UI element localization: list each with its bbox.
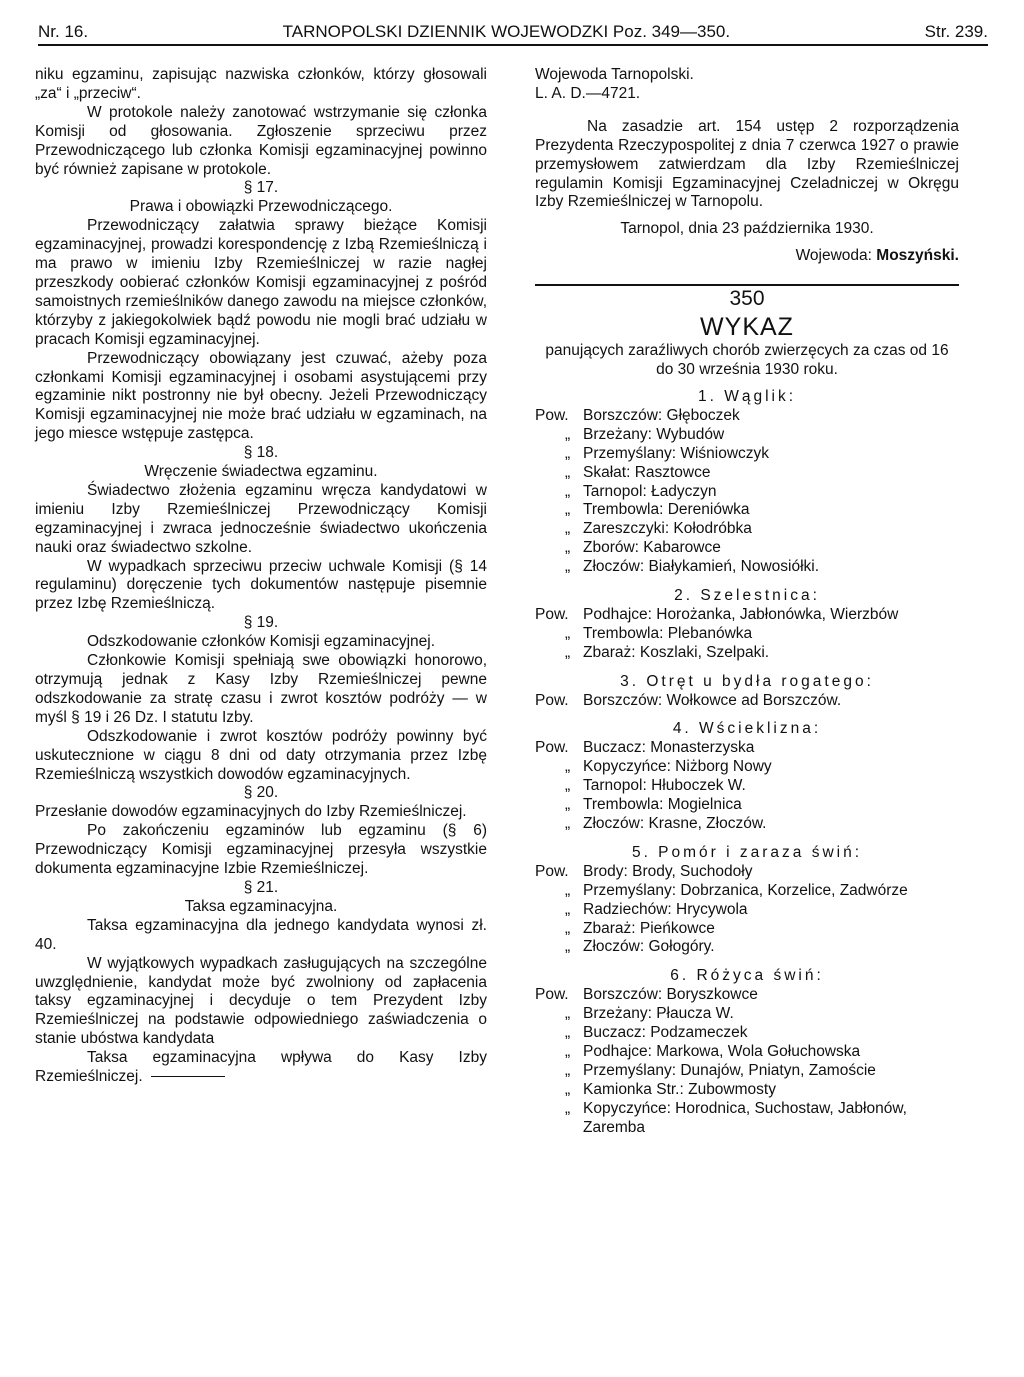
disease-section-title: 5. Pomór i zaraza świń: <box>631 843 863 861</box>
ditto-mark: „ <box>565 1080 571 1098</box>
disease-section-title: 2. Szelestnica: <box>674 587 820 605</box>
paragraph: W wyjątkowych wypadkach zasługujących na szczególne uwzględnienie, kandydat może być zwolniony od zapłacenia taksy egzaminacyjnej i decyduje o tem Prezydent Izby Rzemieślniczej na podstawie odpowiedniego zaświadczenia o stanie ubóstwa kandydata <box>35 954 487 1048</box>
district-entry <box>535 1081 959 1100</box>
district-entry <box>535 644 959 663</box>
ditto-mark: „ <box>565 425 571 443</box>
page-header <box>38 22 988 42</box>
district-entry <box>535 986 959 1005</box>
paragraph: Przewodniczący załatwia sprawy bieżące Komisji egzaminacyjnej, prowadzi korespondencję z Izbą Rzemieślniczą i ma prawo w imieniu Izby Rzemieślniczej w razie nagłej przeszkody oobierać członków Komisji egzaminacyjnej z pośród samoistnych rzemieślników danego zawodu na miejsce członków, którzyby z jakiegokolwiek bądź powodu nie mogli brać udziału w pracach Komisji egzaminacyjnej. <box>35 217 487 348</box>
disease-section-title: 3. Otręt u bydła rogatego: <box>620 672 874 690</box>
paragraph <box>35 1049 487 1087</box>
district-localities: Borszczów: Głęboczek <box>583 406 740 424</box>
district-entry <box>535 483 959 502</box>
section-title: Prawa i obowiązki Przewodniczącego. <box>129 198 393 216</box>
section-title: Odszkodowanie członków Komisji egzaminacyjnej. <box>86 633 436 651</box>
district-localities: Skałat: Rasztowce <box>583 463 711 481</box>
district-localities: Złoczów: Białykamień, Nowosiółki. <box>583 558 820 576</box>
district-entry <box>535 815 959 834</box>
ditto-mark: „ <box>565 881 571 899</box>
district-entry <box>535 1024 959 1043</box>
ditto-mark: „ <box>565 463 571 481</box>
signature-title: Wojewoda Tarnopolski. <box>535 66 694 83</box>
district-localities: Brzeżany: Wybudów <box>583 425 725 443</box>
district-entry <box>535 539 959 558</box>
district-entry <box>535 796 959 815</box>
district-localities: Przemyślany: Dunajów, Pniatyn, Zamoście <box>583 1061 876 1079</box>
district-entry <box>535 692 959 711</box>
district-prefix: Pow. <box>535 691 569 709</box>
district-entry <box>535 938 959 957</box>
section-number: § 18. <box>243 444 279 462</box>
district-entry <box>535 407 959 426</box>
section-number: § 20. <box>243 784 279 802</box>
wojewoda-name: Moszyński. <box>876 247 959 265</box>
ditto-mark: „ <box>565 815 571 832</box>
district-localities: Przemyślany: Wiśniowczyk <box>583 444 770 462</box>
paragraph: Po zakończeniu egzaminów lub egzaminu (§ 6) Przewodniczący Komisji egzaminacyjnej przesyła wszystkie dokumenta egzaminacyjne Izbie Rzemieślniczej. <box>35 822 487 878</box>
district-entry <box>535 863 959 882</box>
approval-paragraph: Na zasadzie art. 154 ustęp 2 rozporządzenia Prezydenta Rzeczypospolitej z dnia 7 czerwca 1927 o prawie przemysłowem zatwierdzam dla Izby Rzemieślniczej regulamin Komisji Egzaminacyjnej Czeladniczej w Okręgu Izby Rzemieślniczej w Tarnopolu. <box>535 117 959 211</box>
district-localities: Kopyczyńce: Niżborg Nowy <box>583 758 772 776</box>
district-entry <box>535 777 959 796</box>
district-localities: Tarnopol: Ładyczyn <box>583 482 717 500</box>
section-title: Wręczenie świadectwa egzaminu. <box>144 463 378 481</box>
ditto-mark: „ <box>565 539 571 557</box>
ditto-mark: „ <box>565 919 571 937</box>
section-number: § 21. <box>243 878 279 896</box>
end-rule <box>151 1076 225 1077</box>
district-entry <box>535 739 959 758</box>
district-prefix: Pow. <box>535 739 569 757</box>
paragraph: Odszkodowanie i zwrot kosztów podróży powinny być uskutecznione w ciągu 8 dni od daty otrzymania przez Izbę Rzemieślniczą wszystkich dowodów egzaminacyjnych. <box>35 727 487 783</box>
ditto-mark: „ <box>565 1042 571 1060</box>
district-localities: Brzeżany: Płaucza W. <box>583 1005 734 1023</box>
district-entry <box>535 464 959 483</box>
ditto-mark: „ <box>565 482 571 500</box>
district-entry <box>535 558 959 577</box>
district-entry <box>535 882 959 901</box>
ditto-mark: „ <box>565 444 571 462</box>
district-entry <box>535 901 959 920</box>
list-title: WYKAZ <box>700 313 794 342</box>
disease-section-title: 1. Wąglik: <box>697 387 797 405</box>
district-localities: Tarnopol: Hłuboczek W. <box>583 777 746 795</box>
ditto-mark: „ <box>565 900 571 918</box>
paragraph: Przewodniczący obowiązany jest czuwać, ażeby poza członkami Komisji egzaminacyjnej i osobami asystującemi przy egzaminie nikt postronny nie był obecny. Jeżeli Przewodniczący Komisji egzaminacyjnej nie może brać udziału w egzaminach, na jego miesce wstępuje zastępca. <box>35 349 487 443</box>
district-entry <box>535 501 959 520</box>
district-localities: Buczacz: Podzameczek <box>583 1024 748 1042</box>
district-localities: Kamionka Str.: Zubowmosty <box>583 1080 776 1098</box>
ditto-mark: „ <box>565 520 571 538</box>
approval-signature <box>535 247 959 266</box>
district-entry <box>535 920 959 939</box>
page-number: Str. 239. <box>924 22 988 41</box>
ditto-mark: „ <box>565 624 571 642</box>
issue-number: Nr. 16. <box>38 22 89 41</box>
district-localities: Trembowla: Mogielnica <box>583 796 742 814</box>
ditto-mark: „ <box>565 938 571 956</box>
ditto-mark: „ <box>565 558 571 576</box>
section-number: § 19. <box>243 614 279 632</box>
approval-date: Tarnopol, dnia 23 października 1930. <box>620 220 874 238</box>
ditto-mark: „ <box>565 796 571 814</box>
district-localities: Trembowla: Dereniówka <box>583 501 750 519</box>
district-localities: Buczacz: Monasterzyska <box>583 739 755 757</box>
district-prefix: Pow. <box>535 986 569 1004</box>
district-prefix: Pow. <box>535 862 569 880</box>
ditto-mark: „ <box>565 1024 571 1042</box>
paragraph: Członkowie Komisji spełniają swe obowiązki honorowo, otrzymują jednak z Kasy Izby Rzemieślniczej pewne odszkodowanie za stratę czasu i zwrot kosztów podróży — w myśl § 19 i 26 Dz. I statutu Izby. <box>35 652 487 726</box>
paragraph: W protokole należy zanotować wstrzymanie się członka Komisji od głosowania. Zgłoszenie sprzeciwu przez Przewodniczącego lub członka Komisji egzaminacyjnej powinno być również zapisane w protokole. <box>35 103 487 178</box>
district-entry <box>535 1043 959 1062</box>
district-localities: Trembowla: Plebanówka <box>583 624 753 642</box>
journal-title: TARNOPOLSKI DZIENNIK WOJEWODZKI Poz. 349—350. <box>282 22 731 41</box>
ditto-mark: „ <box>565 643 571 661</box>
left-column <box>35 66 487 1087</box>
district-localities: Brody: Brody, Suchodoły <box>583 862 753 880</box>
ditto-mark: „ <box>565 501 571 519</box>
list-subtitle: panujących zaraźliwych chorób zwierzęcych za czas od 16 do 30 września 1930 roku. <box>545 342 949 379</box>
paragraph: Świadectwo złożenia egzaminu wręcza kandydatowi w imieniu Izby Rzemieślniczej Przewodniczący Komisji egzaminacyjnej i zwraca jednocześnie świadectwo ukończenia nauki oraz świadectwo szkolne. <box>35 481 487 556</box>
district-localities: Złoczów: Gołogóry. <box>583 938 715 956</box>
section-title: Taksa egzaminacyjna. <box>184 897 338 915</box>
ditto-mark: „ <box>565 777 571 795</box>
district-entry <box>535 445 959 464</box>
district-localities: Złoczów: Krasne, Złoczów. <box>583 815 767 832</box>
district-prefix: Pow. <box>535 605 569 623</box>
signature-ref: L. A. D.—4721. <box>535 84 641 102</box>
district-entry <box>535 758 959 777</box>
header-rule <box>38 44 988 46</box>
district-localities: Kopyczyńce: Horodnica, Suchostaw, Jabłonów, Zaremba <box>583 1099 907 1136</box>
ditto-mark: „ <box>565 1005 571 1023</box>
district-localities: Borszczów: Boryszkowce <box>583 986 758 1004</box>
ditto-mark: „ <box>565 758 571 776</box>
district-prefix: Pow. <box>535 406 569 424</box>
district-localities: Radziechów: Hrycywola <box>583 900 748 918</box>
district-entry <box>535 625 959 644</box>
paragraph: niku egzaminu, zapisując nazwiska członków, którzy głosowali „za“ i „przeciw“. <box>35 66 487 102</box>
district-localities: Zborów: Kabarowce <box>583 539 721 557</box>
disease-section-title: 6. Różyca świń: <box>670 967 824 985</box>
district-entry <box>535 1005 959 1024</box>
district-localities: Borszczów: Wołkowce ad Borszczów. <box>583 691 842 709</box>
paragraph: W wypadkach sprzeciwu przeciw uchwale Komisji (§ 14 regulaminu) doręczenie tych dokumentów następuje pisemnie przez Izbę Rzemieślniczą. <box>35 557 487 613</box>
paragraph-text: Taksa egzaminacyjna wpływa do Kasy Izby Rzemieślniczej. <box>35 1049 487 1086</box>
district-localities: Zbaraż: Pieńkowce <box>583 919 715 937</box>
paragraph: Taksa egzaminacyjna dla jednego kandydata wynosi zł. 40. <box>35 916 487 953</box>
district-entry <box>535 426 959 445</box>
district-localities: Podhajce: Horożanka, Jabłonówka, Wierzbów <box>583 605 899 623</box>
district-localities: Zbaraż: Koszlaki, Szelpaki. <box>583 643 770 661</box>
disease-section-title: 4. Wścieklizna: <box>672 720 822 738</box>
district-localities: Podhajce: Markowa, Wola Gołuchowska <box>583 1042 861 1060</box>
district-localities: Zareszczyki: Kołodróbka <box>583 520 752 538</box>
right-column <box>535 66 959 1138</box>
district-localities: Przemyślany: Dobrzanica, Korzelice, Zadwórze <box>583 881 908 899</box>
district-entry <box>535 1100 959 1138</box>
ditto-mark: „ <box>565 1061 571 1079</box>
district-entry <box>535 606 959 625</box>
disease-sections <box>535 388 959 1138</box>
position-number: 350 <box>729 287 765 311</box>
district-entry <box>535 520 959 539</box>
district-entry <box>535 1062 959 1081</box>
ditto-mark: „ <box>565 1099 571 1117</box>
section-number: § 17. <box>243 179 279 197</box>
wojewoda-label: Wojewoda: <box>795 247 872 265</box>
section-title: Przesłanie dowodów egzaminacyjnych do Izby Rzemieślniczej. <box>35 803 467 821</box>
